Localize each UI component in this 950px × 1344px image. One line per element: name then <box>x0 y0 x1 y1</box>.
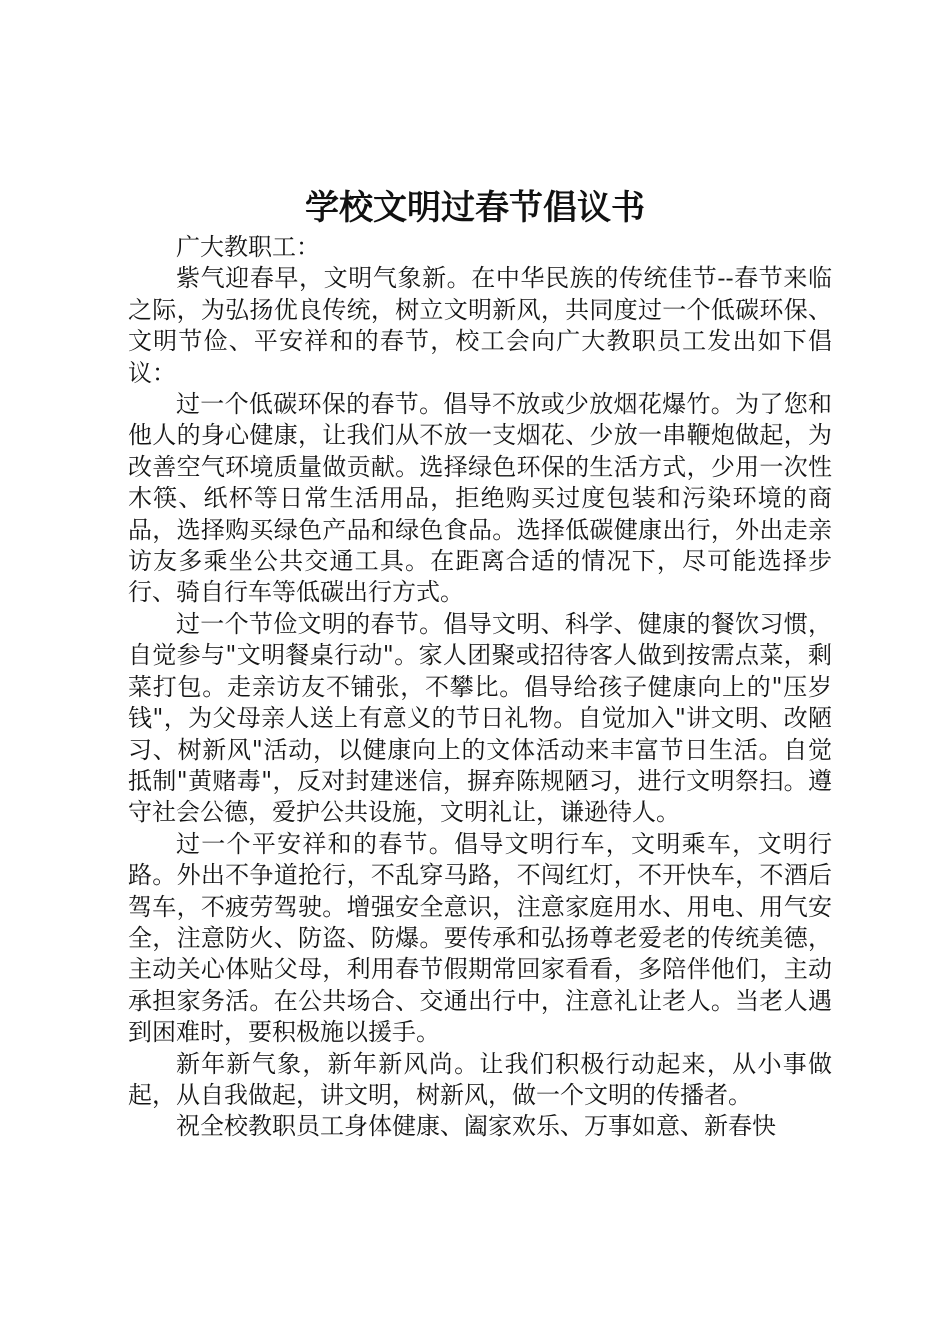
document-body <box>128 232 832 1143</box>
salutation: 广大教职工： <box>176 233 320 261</box>
paragraph-safety: 过一个平安祥和的春节。倡导文明行车，文明乘车，文明行路。外出不争道抢行，不乱穿马路，不闯红灯，不开快车，不酒后驾车，不疲劳驾驶。增强安全意识，注意家庭用水、用电、用气安全，注意防火、防盗、防爆。要传承和弘扬尊老爱老的传统美德，主动关心体贴父母，利用春节假期常回家看看，多陪伴他们，主动承担家务活。在公共场合、交通出行中，注意礼让老人。当老人遇到困难时，要积极施以援手。 <box>128 829 832 1047</box>
paragraph-low-carbon: 过一个低碳环保的春节。倡导不放或少放烟花爆竹。为了您和他人的身心健康，让我们从不放一支烟花、少放一串鞭炮做起，为改善空气环境质量做贡献。选择绿色环保的生活方式，少用一次性木筷、纸杯等日常生活用品，拒绝购买过度包装和污染环境的商品，选择购买绿色产品和绿色食品。选择低碳健康出行，外出走亲访友多乘坐公共交通工具。在距离合适的情况下，尽可能选择步行、骑自行车等低碳出行方式。 <box>128 390 832 607</box>
paragraph-call-to-action: 新年新气象，新年新风尚。让我们积极行动起来，从小事做起，从自我做起，讲文明，树新风，做一个文明的传播者。 <box>128 1049 832 1109</box>
paragraph-frugal: 过一个节俭文明的春节。倡导文明、科学、健康的餐饮习惯，自觉参与"文明餐桌行动"。家人团聚或招待客人做到按需点菜，剩菜打包。走亲访友不铺张，不攀比。倡导给孩子健康向上的"压岁钱"，为父母亲人送上有意义的节日礼物。自觉加入"讲文明、改陋习、树新风"活动，以健康向上的文体活动来丰富节日生活。自觉抵制"黄赌毒"，反对封建迷信，摒弃陈规陋习，进行文明祭扫。遵守社会公德，爱护公共设施，文明礼让，谦逊待人。 <box>128 609 832 827</box>
paragraph-wishes: 祝全校教职员工身体健康、阖家欢乐、万事如意、新春快 <box>176 1112 776 1141</box>
document-title: 学校文明过春节倡议书 <box>305 188 645 228</box>
paragraph-intro: 紫气迎春早，文明气象新。在中华民族的传统佳节--春节来临之际，为弘扬优良传统，树立文明新风，共同度过一个低碳环保、文明节俭、平安祥和的春节，校工会向广大教职员工发出如下倡议： <box>128 264 832 387</box>
